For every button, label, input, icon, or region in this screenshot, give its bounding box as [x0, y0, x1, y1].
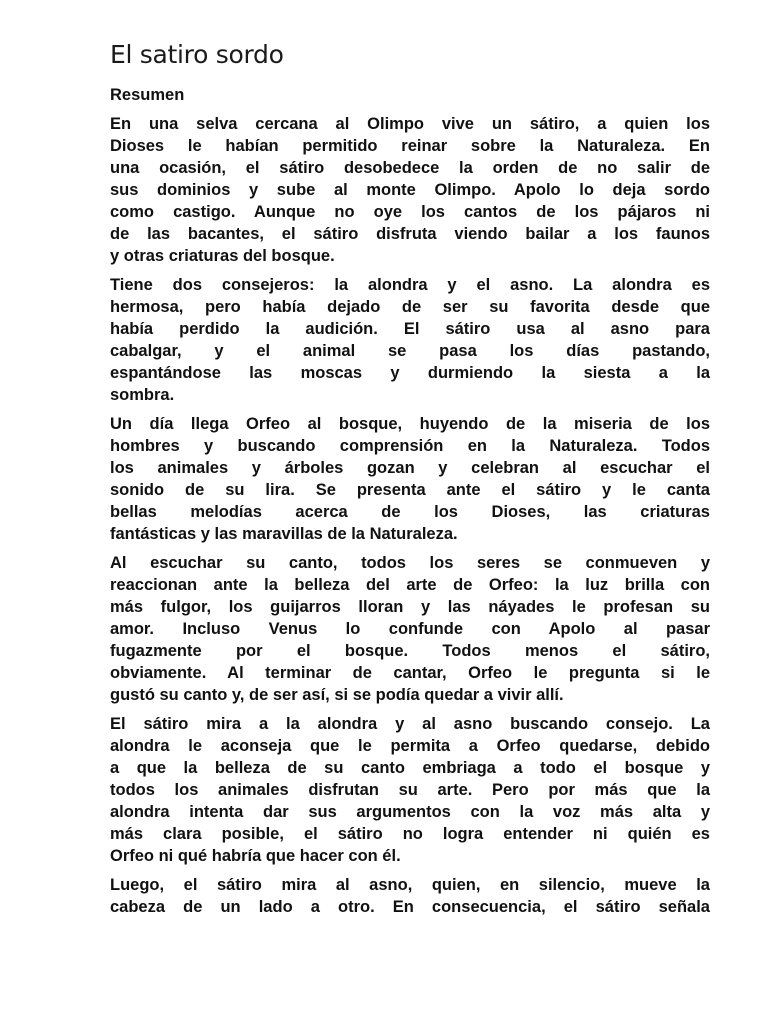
paragraph-line: sus dominios y sube al monte Olimpo. Apolo lo deja sordo — [110, 181, 710, 199]
paragraph-line: obviamente. Al terminar de cantar, Orfeo le pregunta si le — [110, 664, 710, 682]
paragraph-line: En una selva cercana al Olimpo vive un sátiro, a quien los — [110, 115, 710, 133]
paragraph-line: cabeza de un lado a otro. En consecuencia, el sátiro señala — [110, 898, 710, 916]
paragraph-line: hombres y buscando comprensión en la Naturaleza. Todos — [110, 437, 710, 455]
paragraph-line: reaccionan ante la belleza del arte de Orfeo: la luz brilla con — [110, 576, 710, 594]
paragraph-line: Un día llega Orfeo al bosque, huyendo de la miseria de los — [110, 415, 710, 433]
paragraph-line: a que la belleza de su canto embriaga a todo el bosque y — [110, 759, 710, 777]
paragraph-line: sombra. — [110, 386, 175, 404]
paragraph-line: como castigo. Aunque no oye los cantos de los pájaros ni — [110, 203, 710, 221]
paragraph-line: de las bacantes, el sátiro disfruta viendo bailar a los faunos — [110, 225, 710, 243]
paragraph-line: todos los animales disfrutan su arte. Pero por más que la — [110, 781, 710, 799]
body-paragraph — [110, 552, 710, 706]
paragraph-line: gustó su canto y, de ser así, si se podía quedar a vivir allí. — [110, 686, 564, 704]
body-paragraph — [110, 874, 710, 918]
paragraph-line: amor. Incluso Venus lo confunde con Apolo al pasar — [110, 620, 710, 638]
section-heading: Resumen — [110, 86, 185, 104]
paragraph-line: fantásticas y las maravillas de la Naturaleza. — [110, 525, 458, 543]
paragraph-line: hermosa, pero había dejado de ser su favorita desde que — [110, 298, 710, 316]
body-paragraph — [110, 113, 710, 267]
paragraph-line: Dioses le habían permitido reinar sobre la Naturaleza. En — [110, 137, 710, 155]
body-paragraph — [110, 274, 710, 406]
body-paragraph — [110, 713, 710, 867]
paragraph-line: bellas melodías acerca de los Dioses, las criaturas — [110, 503, 710, 521]
paragraph-line: El sátiro mira a la alondra y al asno buscando consejo. La — [110, 715, 710, 733]
paragraph-line: más fulgor, los guijarros lloran y las náyades le profesan su — [110, 598, 710, 616]
paragraph-line: alondra le aconseja que le permita a Orfeo quedarse, debido — [110, 737, 710, 755]
paragraph-line: había perdido la audición. El sátiro usa al asno para — [110, 320, 710, 338]
paragraph-list — [110, 113, 710, 918]
paragraph-line: una ocasión, el sátiro desobedece la orden de no salir de — [110, 159, 710, 177]
paragraph-line: Al escuchar su canto, todos los seres se conmueven y — [110, 554, 710, 572]
document-body — [110, 84, 710, 925]
paragraph-line: más clara posible, el sátiro no logra entender ni quién es — [110, 825, 710, 843]
paragraph-line: sonido de su lira. Se presenta ante el sátiro y le canta — [110, 481, 710, 499]
paragraph-line: alondra intenta dar sus argumentos con la voz más alta y — [110, 803, 710, 821]
paragraph-line: Luego, el sátiro mira al asno, quien, en silencio, mueve la — [110, 876, 710, 894]
paragraph-line: fugazmente por el bosque. Todos menos el sátiro, — [110, 642, 710, 660]
paragraph-line: Tiene dos consejeros: la alondra y el asno. La alondra es — [110, 276, 710, 294]
paragraph-line: espantándose las moscas y durmiendo la siesta a la — [110, 364, 710, 382]
document-title: El satiro sordo — [110, 40, 284, 69]
body-paragraph — [110, 413, 710, 545]
paragraph-line: cabalgar, y el animal se pasa los días pastando, — [110, 342, 710, 360]
paragraph-line: Orfeo ni qué habría que hacer con él. — [110, 847, 401, 865]
paragraph-line: y otras criaturas del bosque. — [110, 247, 335, 265]
paragraph-line: los animales y árboles gozan y celebran al escuchar el — [110, 459, 710, 477]
